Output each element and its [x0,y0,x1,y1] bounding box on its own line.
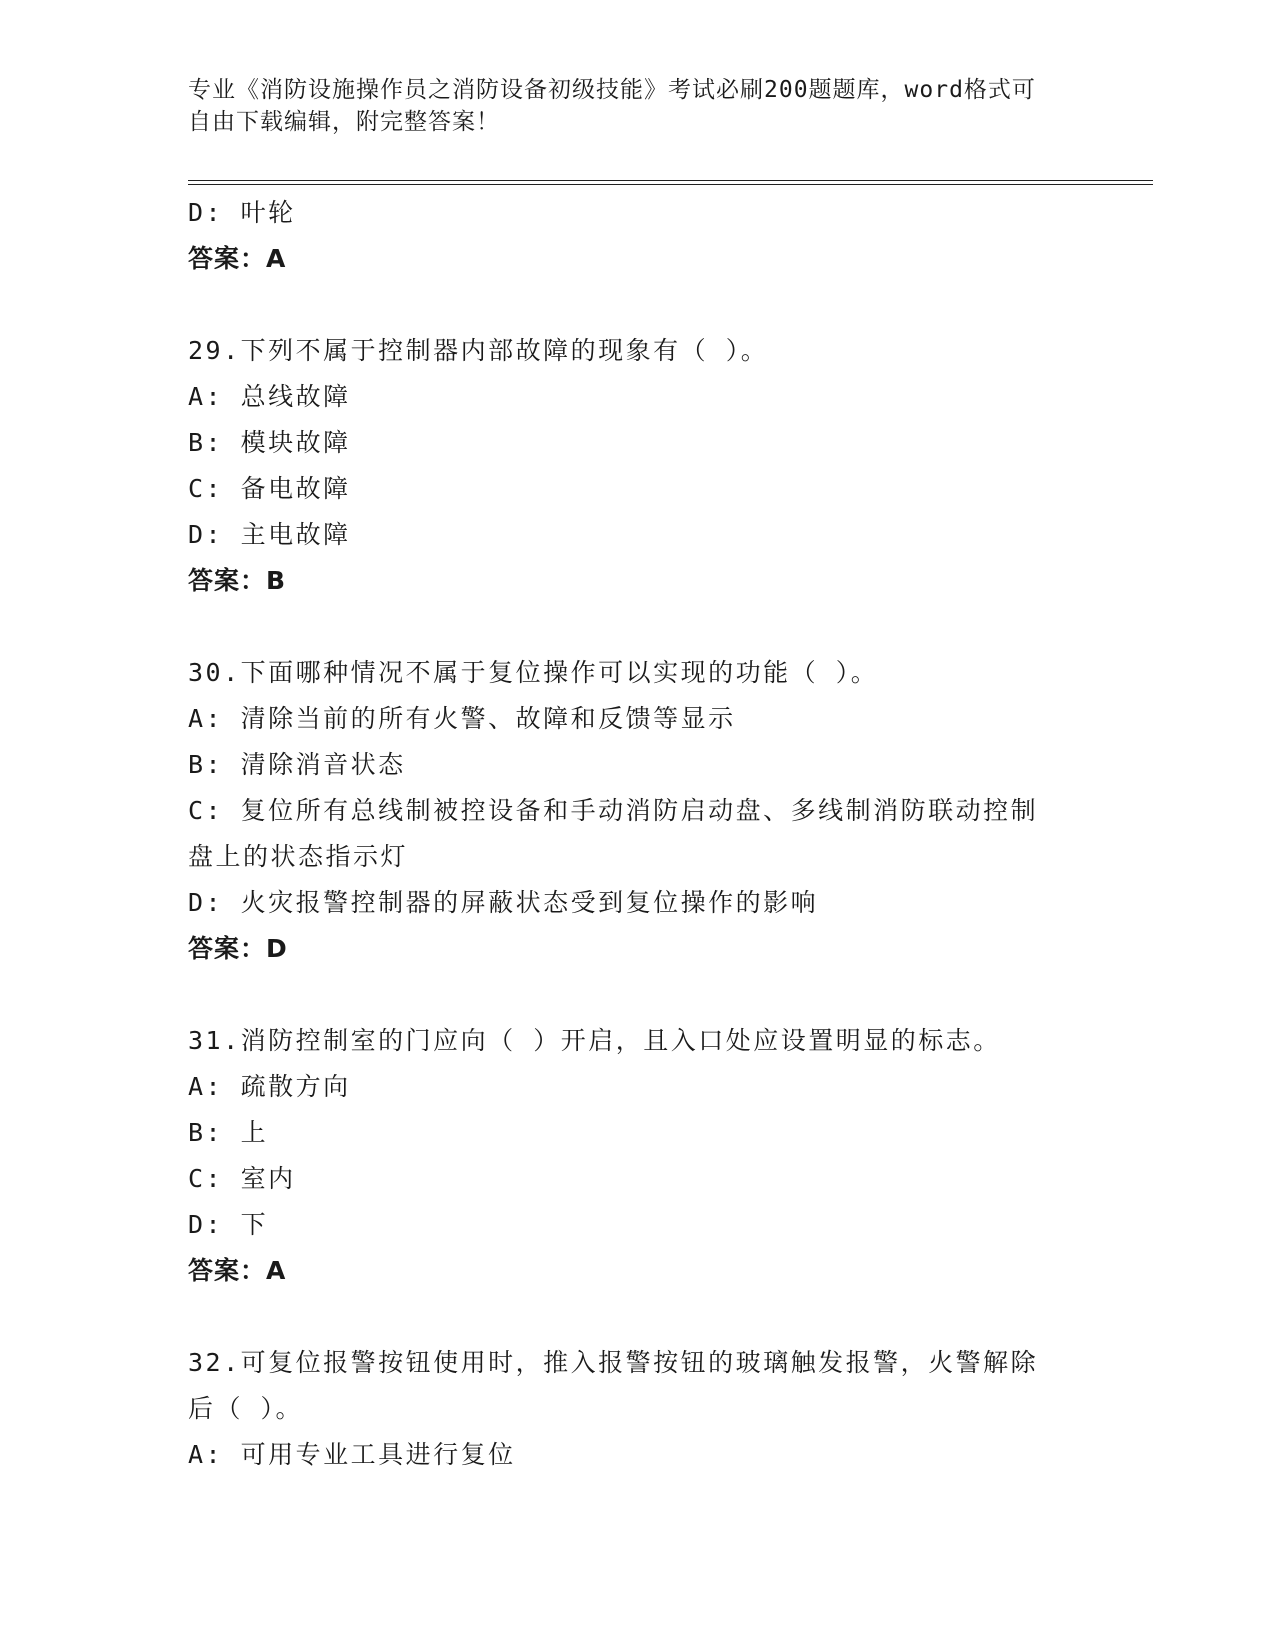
question-block [188,650,1088,972]
option-b: B: 模块故障 [188,428,351,457]
answer-line: 答案：B [188,566,287,595]
option-d: D: 主电故障 [188,520,351,549]
answer-line: 答案：D [188,934,288,963]
question-block [188,1340,1088,1478]
option-c: C: 备电故障 [188,474,351,503]
spacer [188,604,1088,650]
option-a: A: 清除当前的所有火警、故障和反馈等显示 [188,704,736,733]
option-c: C: 复位所有总线制被控设备和手动消防启动盘、多线制消防联动控制 [188,796,1039,825]
option-d: D: 火灾报警控制器的屏蔽状态受到复位操作的影响 [188,888,819,917]
option-d: D: 叶轮 [188,198,296,227]
question-text: 31.消防控制室的门应向（ ）开启，且入口处应设置明显的标志。 [188,1026,1001,1055]
spacer [188,972,1088,1018]
spacer [188,282,1088,328]
question-block [188,190,1088,282]
question-text: 30.下面哪种情况不属于复位操作可以实现的功能（ ）。 [188,658,879,687]
document-header [188,74,1088,138]
question-block [188,1018,1088,1294]
option-a: A: 可用专业工具进行复位 [188,1440,516,1469]
question-text-continued: 后（ ）。 [188,1394,304,1423]
answer-line: 答案：A [188,1256,287,1285]
option-a: A: 疏散方向 [188,1072,351,1101]
question-text: 32.可复位报警按钮使用时，推入报警按钮的玻璃触发报警，火警解除 [188,1348,1039,1377]
option-d: D: 下 [188,1210,269,1239]
question-block [188,328,1088,604]
header-line-1: 专业《消防设施操作员之消防设备初级技能》考试必刷200题题库，word格式可 [188,77,1036,103]
option-c-continued: 盘上的状态指示灯 [188,842,409,871]
header-divider-bottom [188,184,1153,185]
header-divider-top [188,180,1153,181]
header-line-2: 自由下载编辑，附完整答案！ [188,109,500,135]
option-b: B: 清除消音状态 [188,750,406,779]
option-c: C: 室内 [188,1164,296,1193]
question-text: 29.下列不属于控制器内部故障的现象有（ ）。 [188,336,769,365]
option-a: A: 总线故障 [188,382,351,411]
answer-line: 答案：A [188,244,287,273]
question-list [188,190,1088,1478]
spacer [188,1294,1088,1340]
option-b: B: 上 [188,1118,269,1147]
